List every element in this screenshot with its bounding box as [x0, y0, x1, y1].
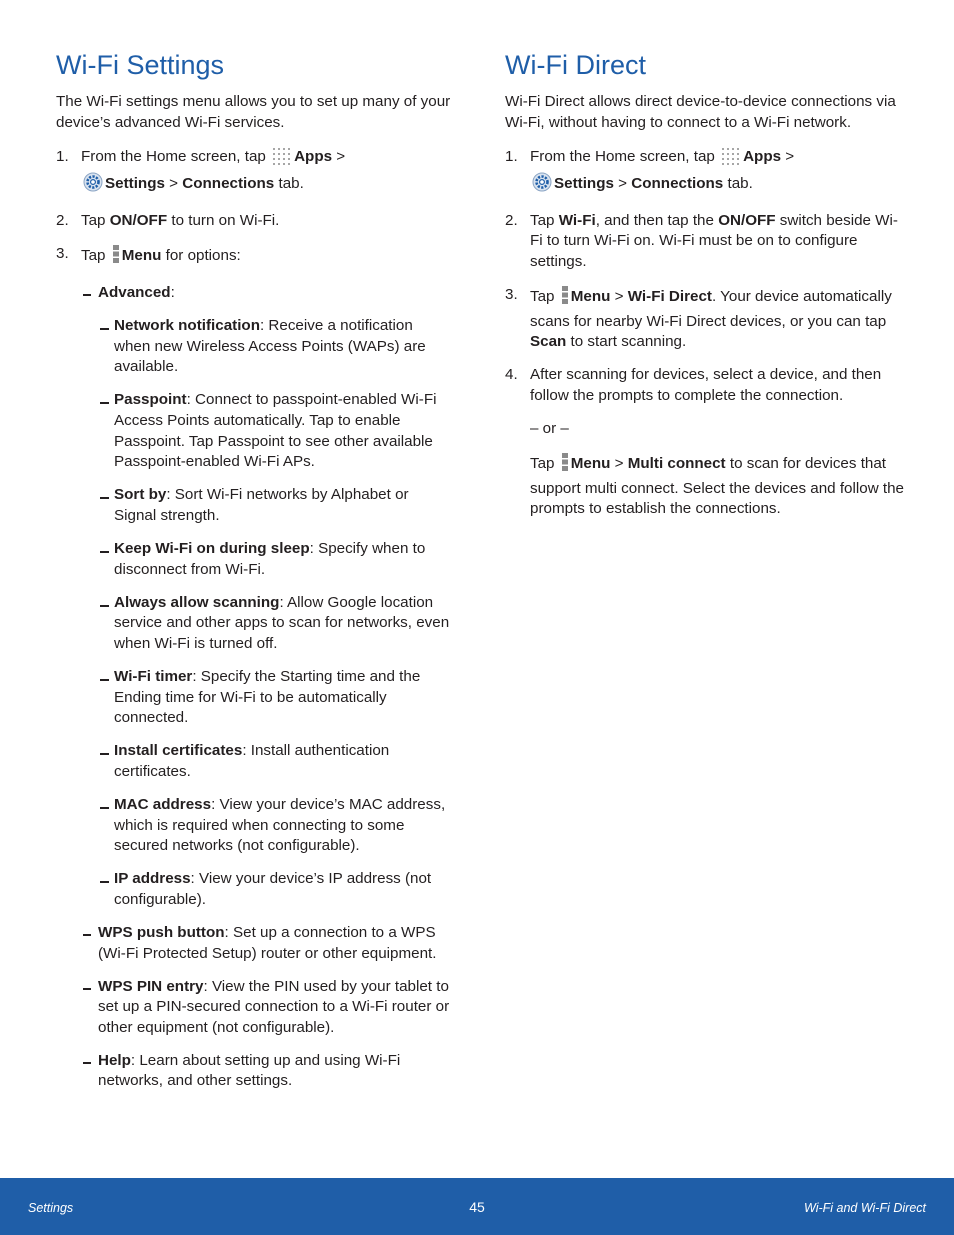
step-2	[505, 211, 905, 273]
bullet-dash	[100, 679, 109, 681]
section-title-wifi-direct: Wi-Fi Direct	[505, 50, 646, 80]
item-label: Always allow scanning	[114, 593, 280, 611]
step-number: 3.	[505, 286, 518, 304]
item-desc: : Specify the Starting time and the Ending time for Wi-Fi to be automatically connected.	[114, 667, 421, 727]
separator: >	[614, 288, 624, 306]
option-label: Help	[98, 1051, 131, 1069]
item-desc: : Allow Google location service and other apps to scan for networks, even when Wi-Fi is turned off.	[114, 593, 450, 652]
step-3	[56, 244, 451, 271]
or-separator: – or –	[530, 420, 569, 438]
connections-label: Connections	[631, 174, 724, 192]
advanced-item	[56, 316, 451, 378]
step-text: Tap	[81, 211, 106, 229]
step-1	[56, 147, 451, 198]
onoff-label: ON/OFF	[718, 211, 776, 229]
multi-connect-label: Multi connect	[627, 455, 726, 473]
item-label: Sort by	[114, 486, 167, 504]
step-number: 4.	[505, 366, 518, 384]
bullet-dash	[100, 328, 109, 330]
advanced-item	[56, 869, 451, 910]
onoff-label: ON/OFF	[109, 211, 168, 229]
step-number: 3.	[56, 244, 69, 262]
bullet-dash	[100, 881, 109, 883]
option-item	[56, 923, 451, 964]
wifi-direct-intro: Wi-Fi Direct allows direct device-to-device connections via Wi-Fi, without having to connect to a Wi-Fi network.	[505, 93, 896, 131]
item-desc: : Connect to passpoint-enabled Wi-Fi Access Points automatically. Tap to enable Passpoint. Tap Passpoint to see other available Passpoint-enabled Wi-Fi APs.	[114, 391, 437, 471]
step-4	[505, 365, 905, 406]
apps-label: Apps	[294, 148, 333, 166]
scan-label: Scan	[530, 333, 567, 351]
step-text: . Your device automatically scans for nearby Wi-Fi Direct devices, or you can tap	[530, 288, 892, 330]
item-desc: : Receive a notification when new Wireless Access Points (WAPs) are available.	[114, 317, 426, 376]
step-text: Tap	[530, 211, 555, 229]
bullet-dash	[100, 753, 109, 755]
option-label: Advanced	[98, 284, 171, 302]
item-desc: : Specify when to disconnect from Wi-Fi.	[114, 540, 426, 578]
item-label: Install certificates	[114, 742, 243, 760]
bullet-dash	[100, 497, 109, 499]
wifi-direct-column	[505, 48, 905, 533]
item-label: Keep Wi-Fi on during sleep	[114, 540, 310, 557]
apps-grid-icon	[272, 147, 292, 172]
step-text: , and then tap the	[595, 211, 714, 229]
step-text: tab.	[727, 174, 753, 192]
item-label: Network notification	[114, 317, 260, 335]
wifi-settings-column	[56, 48, 451, 1105]
item-desc: : Sort Wi-Fi networks by Alphabet or Signal strength.	[114, 486, 409, 524]
menu-dots-icon	[112, 244, 120, 271]
option-desc: : View the PIN used by your tablet to set up a PIN-secured connection to a Wi-Fi router or other equipment (not configurable).	[98, 977, 450, 1036]
bullet-dash	[83, 1062, 91, 1064]
menu-label: Menu	[121, 246, 162, 264]
wifi-direct-label: Wi-Fi Direct	[627, 288, 712, 306]
step-text: to turn on Wi-Fi.	[171, 211, 280, 229]
item-label: Passpoint	[114, 391, 187, 409]
menu-dots-icon	[561, 452, 569, 479]
option-colon: :	[170, 284, 175, 302]
step-number: 2.	[505, 211, 518, 229]
item-label: Wi-Fi timer	[114, 667, 193, 685]
separator: >	[618, 174, 628, 192]
section-title-wifi-settings: Wi-Fi Settings	[56, 50, 225, 80]
step-text: Tap	[530, 288, 555, 306]
footer-chapter-label: Wi-Fi and Wi-Fi Direct	[804, 1201, 926, 1215]
page-footer	[0, 1178, 954, 1235]
bullet-dash	[100, 551, 109, 553]
step-text: From the Home screen, tap	[81, 148, 266, 166]
separator: >	[336, 148, 346, 166]
separator: >	[785, 148, 795, 166]
advanced-item	[56, 667, 451, 729]
apps-grid-icon	[721, 147, 741, 172]
advanced-item	[56, 539, 451, 580]
option-label: WPS push button	[98, 923, 225, 941]
advanced-item	[56, 593, 451, 655]
advanced-item	[56, 741, 451, 782]
item-desc: : View your device’s IP address (not configurable).	[114, 870, 432, 908]
separator: >	[614, 455, 624, 473]
step-text: After scanning for devices, select a device, and then follow the prompts to complete the connection.	[530, 366, 882, 405]
advanced-item	[56, 795, 451, 857]
item-desc: : View your device’s MAC address, which is required when connecting to some secured networks (not configurable).	[114, 795, 446, 855]
step-number: 1.	[505, 148, 518, 166]
menu-dots-icon	[561, 285, 569, 312]
item-label: IP address	[114, 870, 191, 888]
menu-label: Menu	[570, 455, 611, 473]
settings-label: Settings	[554, 174, 614, 192]
page-number: 45	[469, 1199, 485, 1215]
footer-section-label: Settings	[28, 1201, 74, 1215]
bullet-dash	[100, 605, 109, 607]
bullet-dash	[100, 402, 109, 404]
step-text: Tap	[81, 246, 106, 264]
connections-label: Connections	[182, 174, 275, 192]
apps-label: Apps	[743, 148, 782, 166]
item-label: MAC address	[114, 795, 212, 813]
option-advanced	[56, 283, 451, 304]
settings-gear-icon	[532, 172, 552, 199]
settings-gear-icon	[83, 172, 103, 199]
bullet-dash	[83, 934, 91, 936]
advanced-item	[56, 485, 451, 526]
step-text: for options:	[165, 246, 241, 264]
item-desc: : Install authentication certificates.	[114, 742, 390, 780]
step-text: tab.	[278, 174, 304, 192]
wifi-label: Wi-Fi	[558, 211, 596, 229]
step-text: to scan for devices that support multi connect. Select the devices and follow the prompts to establish the connections.	[530, 455, 904, 518]
option-desc: : Set up a connection to a WPS (Wi-Fi Protected Setup) router or other equipment.	[98, 923, 437, 962]
wifi-settings-intro: The Wi-Fi settings menu allows you to set up many of your device’s advanced Wi-Fi services.	[56, 93, 451, 131]
separator: >	[169, 174, 179, 192]
step-text: Tap	[530, 455, 555, 473]
menu-label: Menu	[570, 288, 611, 306]
bullet-dash	[83, 294, 91, 296]
step-number: 1.	[56, 148, 69, 166]
option-label: WPS PIN entry	[98, 977, 204, 995]
step-number: 2.	[56, 211, 69, 229]
option-item	[56, 1051, 451, 1092]
step-text: From the Home screen, tap	[530, 148, 715, 166]
alternative-step	[505, 452, 905, 520]
settings-label: Settings	[105, 174, 165, 192]
bullet-dash	[83, 988, 91, 990]
step-3	[505, 285, 905, 353]
option-desc: : Learn about setting up and using Wi-Fi networks, and other settings.	[98, 1051, 401, 1090]
step-1	[505, 147, 905, 198]
step-text: to start scanning.	[570, 333, 687, 351]
option-item	[56, 977, 451, 1039]
advanced-item	[56, 390, 451, 472]
step-2	[56, 211, 451, 232]
step-text: switch beside Wi-Fi to turn Wi-Fi on. Wi-Fi must be on to configure settings.	[530, 211, 898, 271]
bullet-dash	[100, 807, 109, 809]
